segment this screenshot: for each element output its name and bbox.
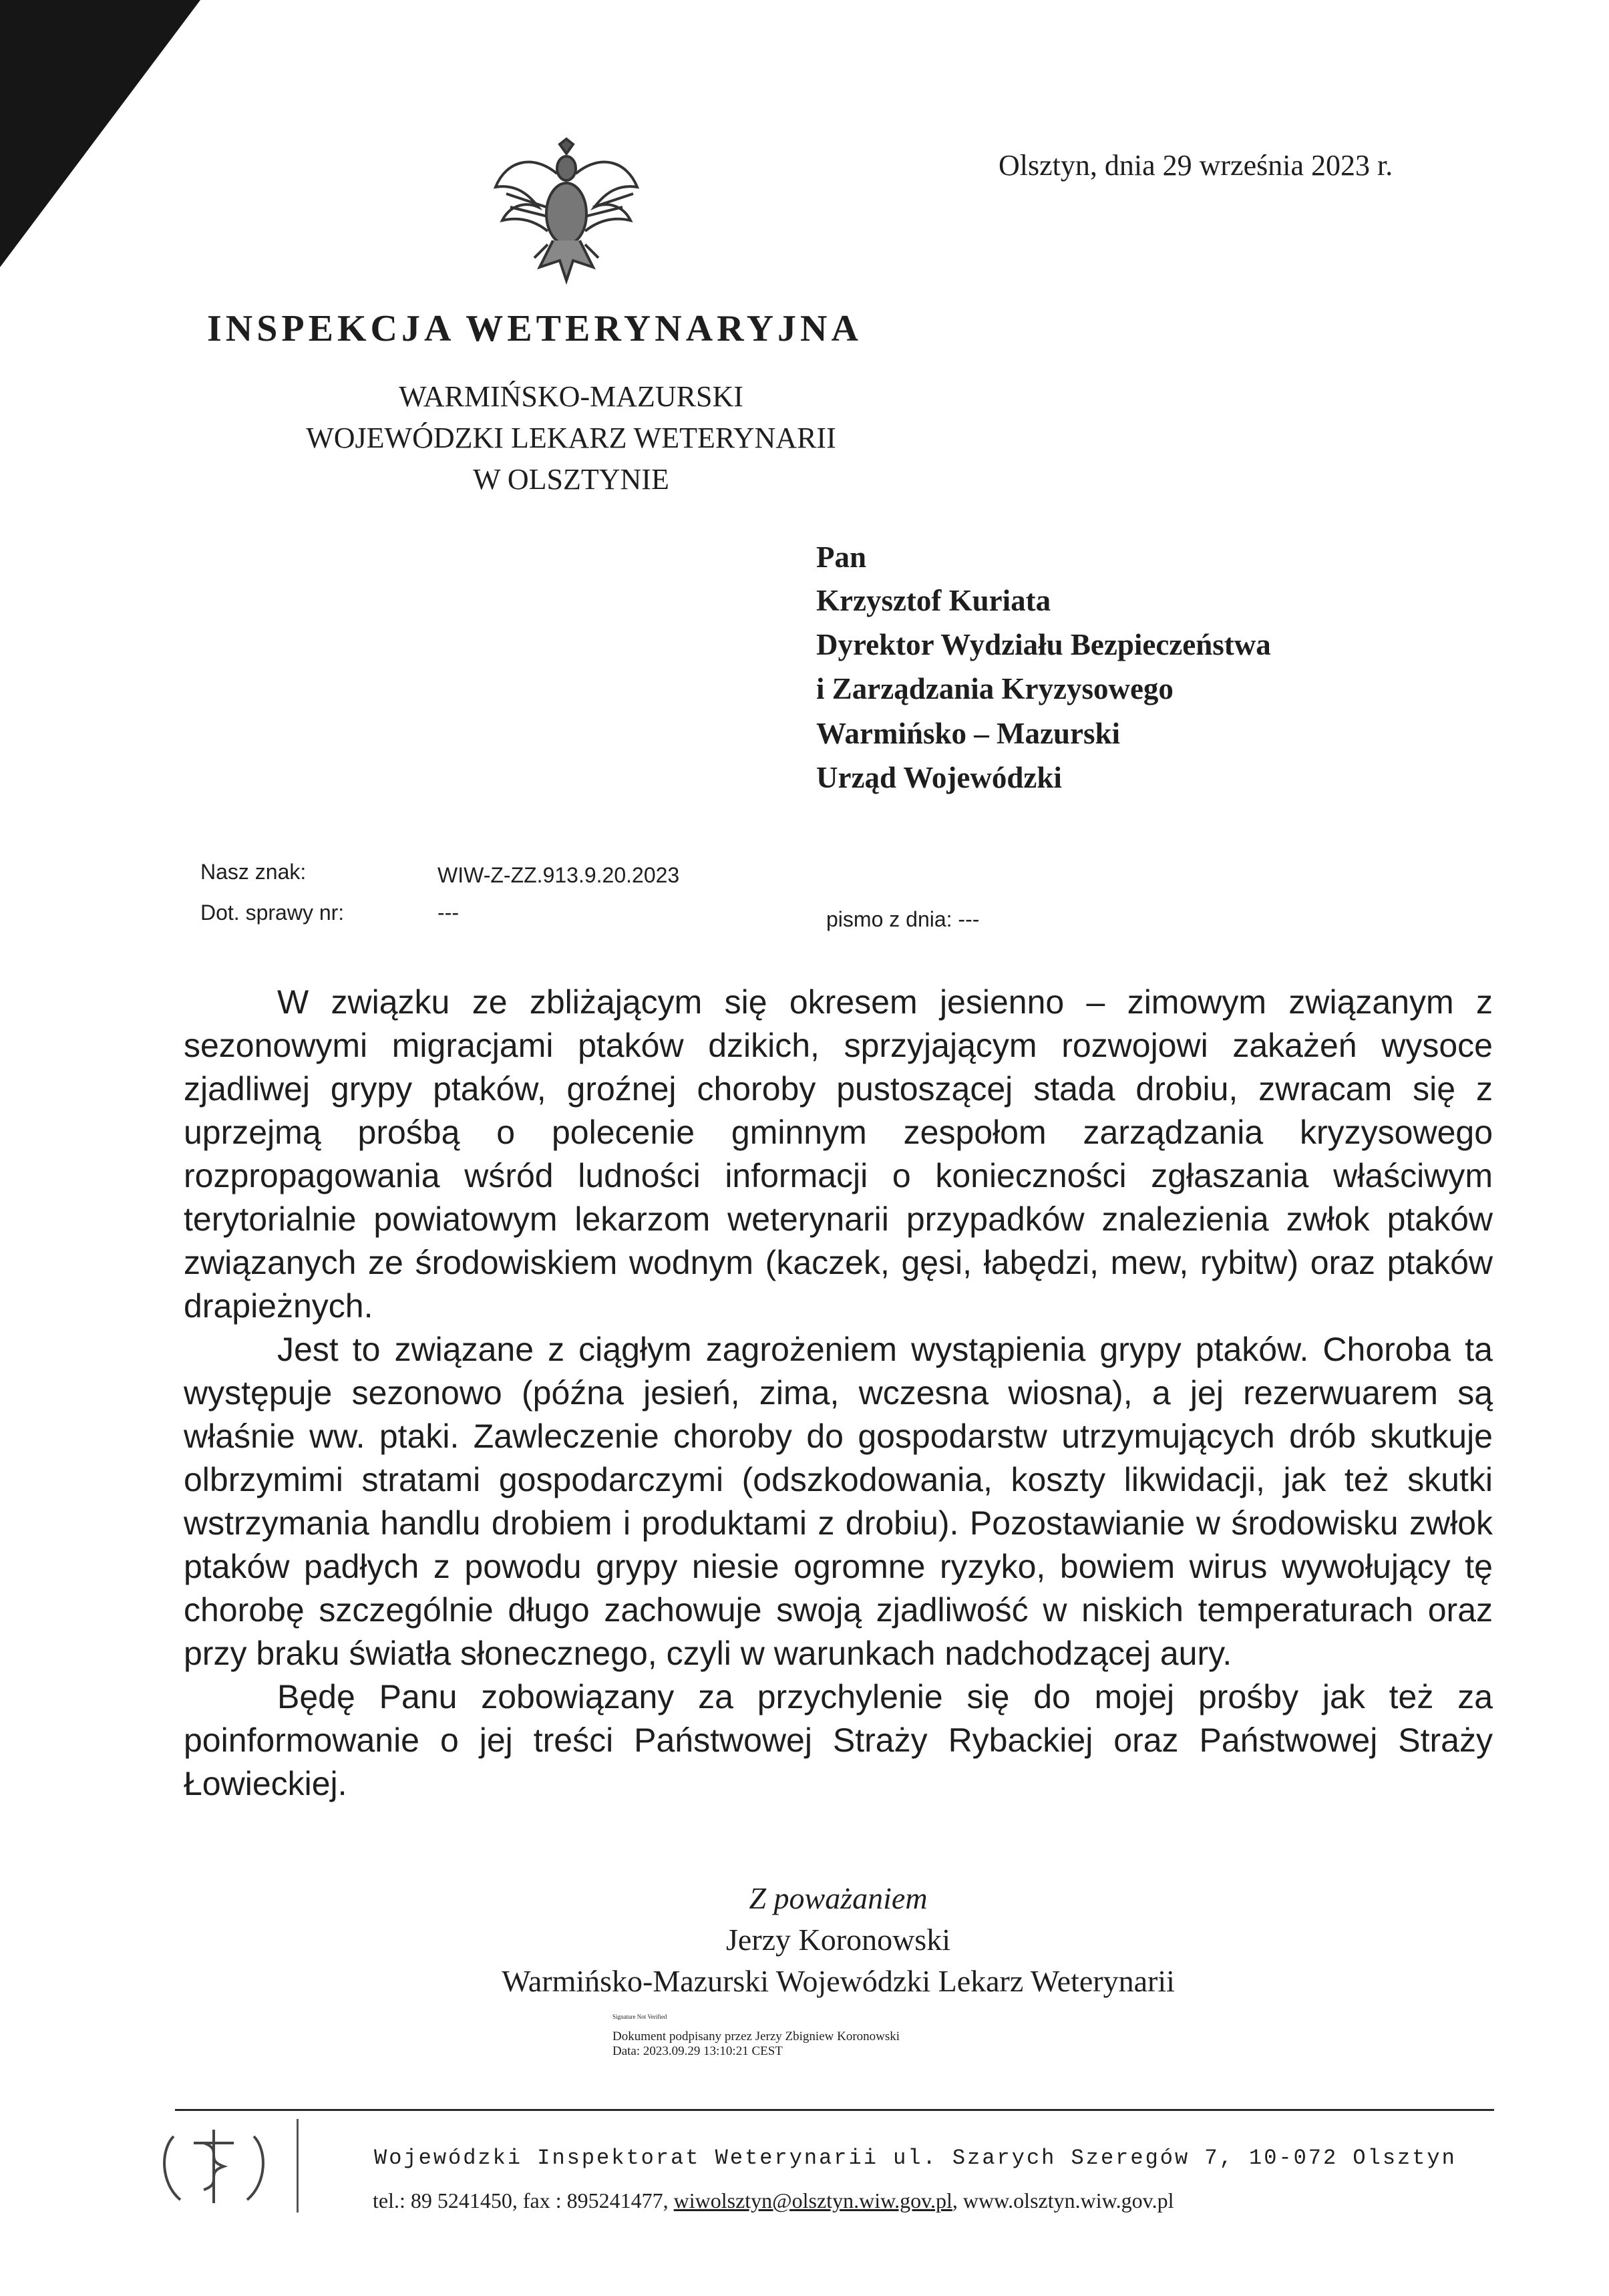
e-signature-signer: Dokument podpisany przez Jerzy Zbigniew Koronowski (612, 2029, 900, 2043)
our-sign-label: Nasz znak: (200, 860, 307, 884)
recipient-line-4: i Zarządzania Kryzysowego (816, 672, 1174, 705)
letter-date-ref: pismo z dnia: --- (826, 907, 980, 931)
org-line-3: W OLSZTYNIE (473, 463, 669, 496)
polish-eagle-emblem-icon (486, 127, 647, 287)
footer-divider (175, 2109, 1494, 2111)
case-number-label: Dot. sprawy nr: (200, 900, 345, 925)
recipient-line-1: Pan (816, 540, 867, 574)
e-signature-status: Signature Not Verified (612, 2013, 667, 2020)
org-title: INSPEKCJA WETERYNARYJNA (207, 308, 862, 349)
footer-contact (373, 2188, 1174, 2213)
recipient-line-6: Urząd Wojewódzki (816, 761, 1062, 794)
closing-phrase: Z poważaniem (749, 1881, 928, 1915)
footer-website: , www.olsztyn.wiw.gov.pl (952, 2188, 1174, 2212)
e-signature-date: Data: 2023.09.29 13:10:21 CEST (612, 2044, 783, 2058)
footer-email-link[interactable]: wiwolsztyn@olsztyn.wiw.gov.pl (673, 2188, 952, 2212)
body-paragraph: W związku ze zbliżającym się okresem jesienno – zimowym związanym z sezonowymi migracjami ptaków dzikich, sprzyjającym rozwojowi zakażeń wysoce zjadliwej grypy ptaków, groźnej choroby pustoszącej stada drobiu, zwracam się z uprzejmą prośbą o polecenie gminnym zespołom zarządzania kryzysowego rozpropagowania wśród ludności informacji o konieczności zgłaszania właściwym terytorialnie powiatowym lekarzom weterynarii przypadków znalezienia zwłok ptaków związanych ze środowiskiem wodnym (kaczek, gęsi, łabędzi, mew, rybitw) oraz ptaków drapieżnych. (184, 983, 1493, 1325)
letter-body (184, 981, 1493, 1806)
footer-phone-fax: tel.: 89 5241450, fax : 895241477, (373, 2188, 674, 2212)
recipient-line-2: Krzysztof Kuriata (816, 584, 1051, 617)
letter-date: Olsztyn, dnia 29 września 2023 r. (999, 149, 1393, 182)
signatory-title: Warmińsko-Mazurski Wojewódzki Lekarz Weterynarii (502, 1964, 1175, 1998)
org-line-2: WOJEWÓDZKI LEKARZ WETERYNARII (306, 422, 836, 454)
scan-corner-fold (0, 0, 200, 267)
signatory-name: Jerzy Koronowski (726, 1923, 950, 1957)
recipient-line-3: Dyrektor Wydziału Bezpieczeństwa (816, 628, 1271, 661)
footer-vertical-divider (297, 2119, 299, 2212)
case-number-value: --- (437, 900, 459, 925)
org-line-1: WARMIŃSKO-MAZURSKI (399, 380, 743, 413)
recipient-line-5: Warmińsko – Mazurski (816, 717, 1121, 750)
body-paragraph: Będę Panu zobowiązany za przychylenie się do mojej prośby jak też za poinformowanie o jej treści Państwowej Straży Rybackiej oraz Państwowej Straży Łowieckiej. (184, 1678, 1493, 1802)
body-paragraph: Jest to związane z ciągłym zagrożeniem wystąpienia grypy ptaków. Choroba ta występuje sezonowo (późna jesień, zima, wczesna wiosna), a jej rezerwuarem są właśnie ww. ptaki. Zawleczenie choroby do gospodarstw utrzymujących drób skutkuje olbrzymimi stratami gospodarczymi (odszkodowania, koszty likwidacji, jak też skutki wstrzymania handlu drobiem i produktami z drobiu). Pozostawianie w środowisku zwłok ptaków padłych z powodu grypy niesie ogromne ryzyko, bowiem wirus wywołujący tę chorobę szczególnie długo zachowuje swoją zjadliwość w niskich temperaturach oraz przy braku światła słonecznego, czyli w warunkach nadchodzącej aury. (184, 1331, 1493, 1672)
veterinary-inspection-logo-icon (147, 2123, 281, 2210)
our-sign-value: WIW-Z-ZZ.913.9.20.2023 (437, 863, 680, 887)
footer-address: Wojewódzki Inspektorat Weterynarii ul. Szarych Szeregów 7, 10-072 Olsztyn (374, 2146, 1457, 2170)
